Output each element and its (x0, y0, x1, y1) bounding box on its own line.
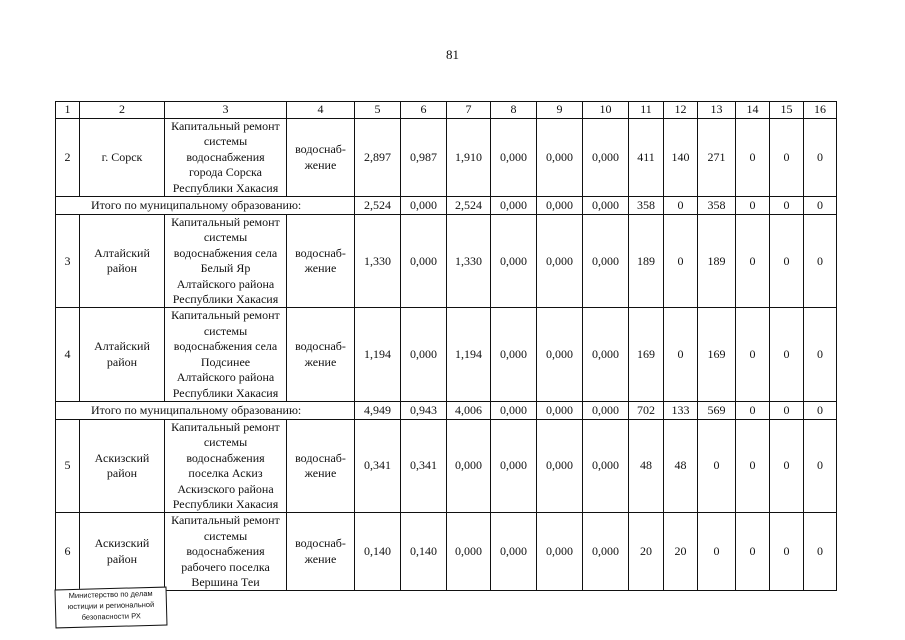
table-row (56, 513, 837, 591)
total-cell: 0,000 (491, 197, 537, 215)
stamp-line: безопасности РХ (81, 611, 141, 622)
header-cell: 9 (537, 102, 583, 119)
value-cell: 0,140 (401, 513, 447, 591)
value-cell: 0 (736, 513, 770, 591)
value-cell: 0 (770, 308, 804, 401)
value-cell: 0 (664, 308, 698, 401)
value-cell: 0 (804, 308, 837, 401)
value-cell: 1,330 (447, 215, 491, 308)
description-cell: Капитальный ремонт системы водоснабжения поселка Аскиз Аскизского района Республики Хакасия (165, 419, 287, 512)
value-cell: 0,000 (537, 119, 583, 197)
value-cell: 0,000 (447, 513, 491, 591)
table-row (56, 419, 837, 512)
value-cell: 20 (629, 513, 664, 591)
header-cell: 4 (287, 102, 355, 119)
value-cell: 0 (770, 419, 804, 512)
header-cell: 2 (80, 102, 165, 119)
stamp-line: юстиции и региональной (67, 599, 155, 612)
value-cell: 0,341 (401, 419, 447, 512)
district-cell: Алтайский район (80, 215, 165, 308)
header-cell: 10 (583, 102, 629, 119)
total-cell: 0 (804, 197, 837, 215)
row-number: 2 (56, 119, 80, 197)
header-cell: 6 (401, 102, 447, 119)
district-cell: Аскизский район (80, 513, 165, 591)
value-cell: 48 (629, 419, 664, 512)
header-cell: 8 (491, 102, 537, 119)
total-row (56, 401, 837, 419)
total-cell: 702 (629, 401, 664, 419)
value-cell: 2,897 (355, 119, 401, 197)
value-cell: 0 (804, 513, 837, 591)
value-cell: 0,000 (583, 119, 629, 197)
district-cell: г. Сорск (80, 119, 165, 197)
header-row (56, 102, 837, 119)
value-cell: 140 (664, 119, 698, 197)
value-cell: 271 (698, 119, 736, 197)
header-cell: 16 (804, 102, 837, 119)
row-number: 6 (56, 513, 80, 591)
total-cell: 4,949 (355, 401, 401, 419)
value-cell: 0 (770, 119, 804, 197)
value-cell: 411 (629, 119, 664, 197)
total-cell: 0,000 (537, 197, 583, 215)
value-cell: 0,000 (537, 419, 583, 512)
header-cell: 13 (698, 102, 736, 119)
value-cell: 169 (629, 308, 664, 401)
value-cell: 1,330 (355, 215, 401, 308)
type-cell: водоснаб- жение (287, 419, 355, 512)
value-cell: 189 (629, 215, 664, 308)
value-cell: 0 (804, 215, 837, 308)
type-cell: водоснаб- жение (287, 513, 355, 591)
value-cell: 0,000 (537, 513, 583, 591)
total-cell: 0,000 (491, 401, 537, 419)
total-cell: 0,000 (583, 197, 629, 215)
page-number: 81 (446, 47, 459, 62)
value-cell: 0 (698, 513, 736, 591)
value-cell: 0,000 (491, 308, 537, 401)
value-cell: 0 (804, 419, 837, 512)
value-cell: 0,000 (583, 215, 629, 308)
value-cell: 0,000 (491, 513, 537, 591)
total-cell: 0,000 (537, 401, 583, 419)
value-cell: 0,000 (491, 119, 537, 197)
row-number: 5 (56, 419, 80, 512)
description-cell: Капитальный ремонт системы водоснабжения села Белый Яр Алтайского района Республики Хакасия (165, 215, 287, 308)
value-cell: 0,140 (355, 513, 401, 591)
total-cell: 569 (698, 401, 736, 419)
header-cell: 1 (56, 102, 80, 119)
total-cell: 0 (770, 401, 804, 419)
total-cell: 0,000 (401, 197, 447, 215)
district-cell: Аскизский район (80, 419, 165, 512)
ministry-stamp (55, 587, 168, 629)
total-cell: 0 (664, 197, 698, 215)
type-cell: водоснаб- жение (287, 119, 355, 197)
value-cell: 1,194 (355, 308, 401, 401)
value-cell: 48 (664, 419, 698, 512)
header-cell: 7 (447, 102, 491, 119)
header-cell: 11 (629, 102, 664, 119)
value-cell: 0 (736, 119, 770, 197)
value-cell: 0 (698, 419, 736, 512)
header-cell: 14 (736, 102, 770, 119)
header-cell: 5 (355, 102, 401, 119)
total-cell: 358 (698, 197, 736, 215)
value-cell: 20 (664, 513, 698, 591)
header-cell: 12 (664, 102, 698, 119)
stamp-line: Министерство по делам (68, 588, 153, 601)
value-cell: 1,194 (447, 308, 491, 401)
table-row (56, 215, 837, 308)
value-cell: 0,987 (401, 119, 447, 197)
value-cell: 1,910 (447, 119, 491, 197)
value-cell: 0,341 (355, 419, 401, 512)
description-cell: Капитальный ремонт системы водоснабжения города Сорска Республики Хакасия (165, 119, 287, 197)
water-supply-table (55, 101, 837, 591)
value-cell: 0 (804, 119, 837, 197)
total-cell: 0,943 (401, 401, 447, 419)
total-cell: 2,524 (355, 197, 401, 215)
total-label: Итого по муниципальному образованию: (56, 401, 355, 419)
value-cell: 0,000 (491, 419, 537, 512)
value-cell: 0,000 (537, 215, 583, 308)
value-cell: 0,000 (491, 215, 537, 308)
value-cell: 0,000 (583, 513, 629, 591)
district-cell: Алтайский район (80, 308, 165, 401)
value-cell: 0 (736, 419, 770, 512)
total-cell: 2,524 (447, 197, 491, 215)
row-number: 3 (56, 215, 80, 308)
value-cell: 0 (770, 513, 804, 591)
total-row (56, 197, 837, 215)
value-cell: 0,000 (447, 419, 491, 512)
value-cell: 0,000 (401, 308, 447, 401)
total-cell: 0 (770, 197, 804, 215)
value-cell: 189 (698, 215, 736, 308)
value-cell: 0,000 (401, 215, 447, 308)
header-cell: 3 (165, 102, 287, 119)
table-row (56, 119, 837, 197)
type-cell: водоснаб- жение (287, 308, 355, 401)
value-cell: 0 (736, 308, 770, 401)
total-cell: 0 (736, 197, 770, 215)
value-cell: 0,000 (583, 419, 629, 512)
description-cell: Капитальный ремонт системы водоснабжения рабочего поселка Вершина Теи (165, 513, 287, 591)
type-cell: водоснаб- жение (287, 215, 355, 308)
value-cell: 0 (770, 215, 804, 308)
value-cell: 0 (736, 215, 770, 308)
row-number: 4 (56, 308, 80, 401)
total-label: Итого по муниципальному образованию: (56, 197, 355, 215)
total-cell: 0,000 (583, 401, 629, 419)
value-cell: 0,000 (537, 308, 583, 401)
total-cell: 358 (629, 197, 664, 215)
total-cell: 4,006 (447, 401, 491, 419)
total-cell: 133 (664, 401, 698, 419)
table-row (56, 308, 837, 401)
header-cell: 15 (770, 102, 804, 119)
description-cell: Капитальный ремонт системы водоснабжения села Подсинее Алтайского района Республики Хакасия (165, 308, 287, 401)
total-cell: 0 (804, 401, 837, 419)
value-cell: 0 (664, 215, 698, 308)
value-cell: 0,000 (583, 308, 629, 401)
value-cell: 169 (698, 308, 736, 401)
total-cell: 0 (736, 401, 770, 419)
